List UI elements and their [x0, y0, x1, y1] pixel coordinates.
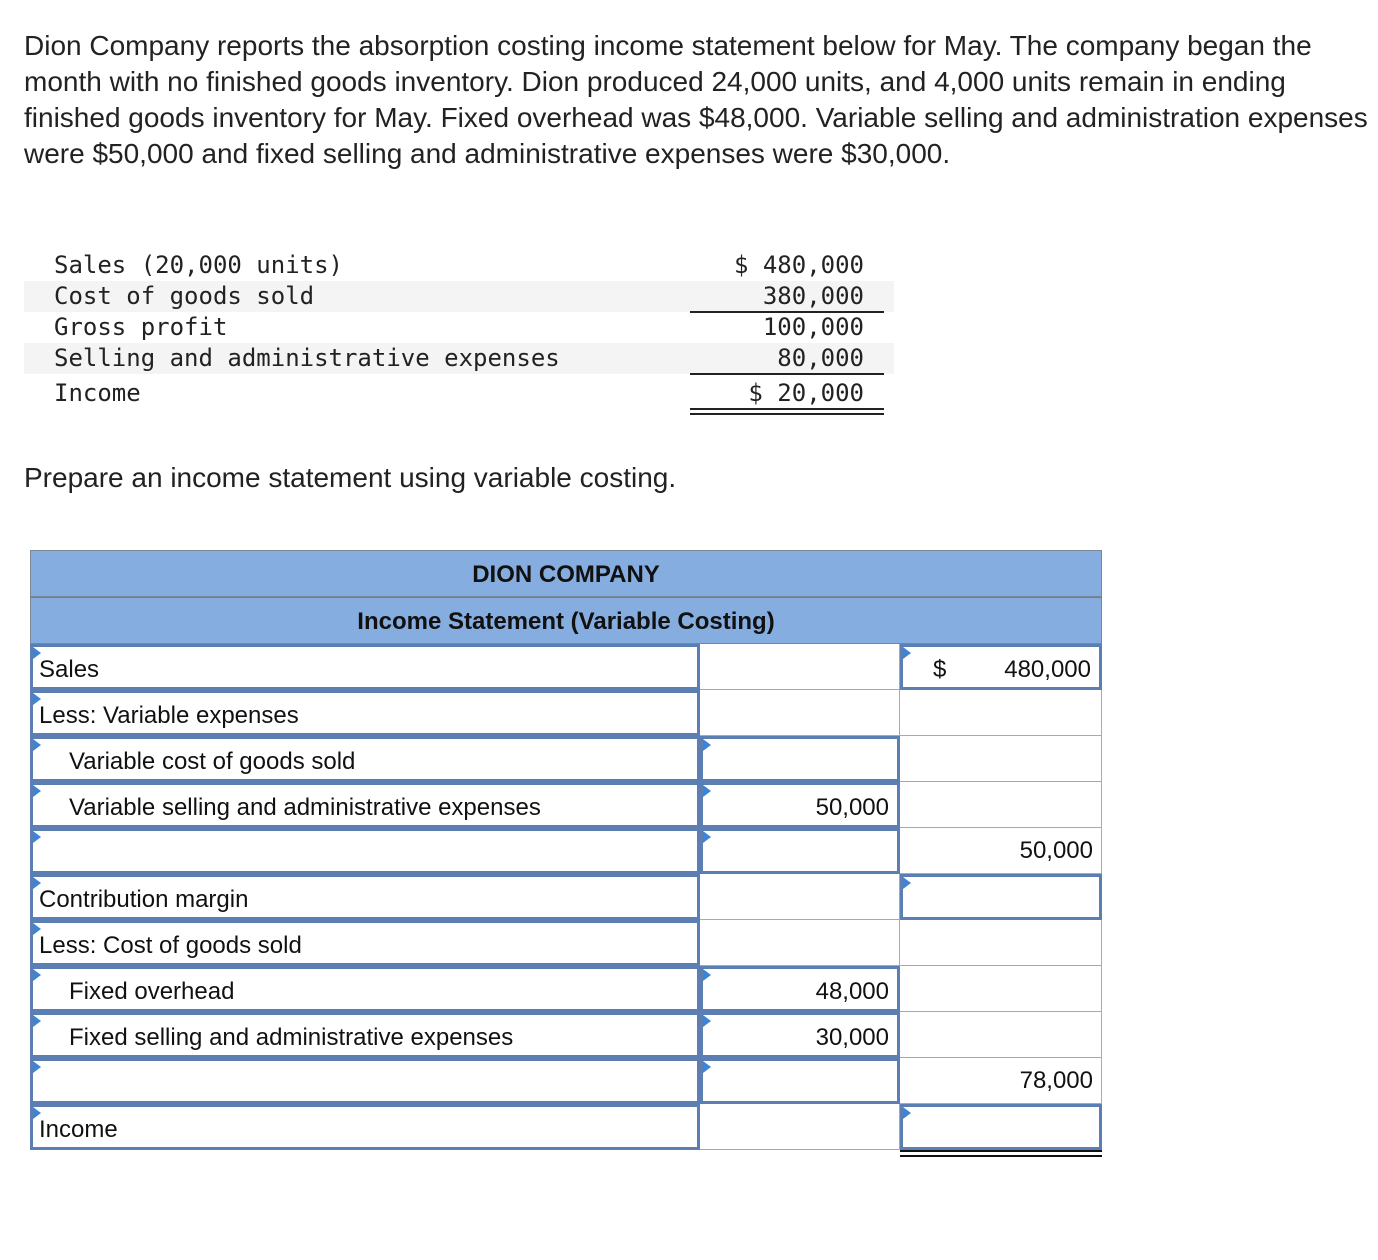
absorb-amount: $ 20,000: [748, 379, 864, 407]
absorb-row-cogs: [24, 281, 894, 312]
double-underline: [900, 1150, 1102, 1157]
amount-input-income[interactable]: [900, 1104, 1102, 1150]
variable-costing-worksheet: [30, 550, 1102, 1156]
amount-input-variable-sga[interactable]: 50,000: [700, 782, 900, 828]
label-dropdown-blank[interactable]: [30, 828, 700, 874]
dropdown-indicator-icon: [903, 877, 911, 889]
dropdown-indicator-icon: [33, 1061, 41, 1073]
dropdown-indicator-icon: [903, 647, 911, 659]
dropdown-indicator-icon: [703, 831, 711, 843]
amount-input-sales[interactable]: $ 480,000: [900, 644, 1102, 690]
table-row: [30, 1104, 1102, 1150]
dollar-sign: $: [933, 656, 947, 683]
table-row: [30, 828, 1102, 874]
absorb-label: Selling and administrative expenses: [54, 344, 560, 372]
dropdown-indicator-icon: [703, 969, 711, 981]
table-row: [30, 920, 1102, 966]
label-dropdown-less-cogs[interactable]: Less: Cost of goods sold: [30, 920, 700, 966]
total-underline-row: [30, 1150, 1102, 1156]
total-fixed-expenses: 78,000: [900, 1058, 1102, 1104]
amount-input-variable-cogs[interactable]: [700, 736, 900, 782]
amount-input-blank[interactable]: [700, 828, 900, 874]
amount-cell: [700, 644, 900, 690]
table-row: [30, 644, 1102, 690]
dropdown-indicator-icon: [33, 785, 41, 797]
absorb-row-sales: [24, 250, 894, 281]
amount-cell: [900, 1012, 1102, 1058]
label-dropdown-fixed-sga[interactable]: Fixed selling and administrative expenses: [30, 1012, 700, 1058]
label-dropdown-less-variable[interactable]: Less: Variable expenses: [30, 690, 700, 736]
amount-input-fixed-sga[interactable]: 30,000: [700, 1012, 900, 1058]
instruction-text: Prepare an income statement using variable costing.: [24, 462, 677, 493]
amount-cell: [900, 966, 1102, 1012]
label-dropdown-contribution-margin[interactable]: Contribution margin: [30, 874, 700, 920]
table-row: [30, 1012, 1102, 1058]
worksheet-grid: [30, 644, 1102, 1156]
table-row: [30, 1058, 1102, 1104]
dropdown-indicator-icon: [703, 785, 711, 797]
absorb-label: Cost of goods sold: [54, 282, 315, 310]
dropdown-indicator-icon: [703, 1061, 711, 1073]
amount-cell: [900, 690, 1102, 736]
label-dropdown-blank-2[interactable]: [30, 1058, 700, 1104]
dropdown-indicator-icon: [903, 1107, 911, 1119]
amount-input-contribution-margin[interactable]: [900, 874, 1102, 920]
label-dropdown-sales[interactable]: Sales: [30, 644, 700, 690]
label-dropdown-variable-cogs[interactable]: Variable cost of goods sold: [30, 736, 700, 782]
amount-cell: [700, 920, 900, 966]
table-row: [30, 690, 1102, 736]
table-row: [30, 736, 1102, 782]
absorb-label: Income: [54, 379, 141, 407]
label-dropdown-variable-sga[interactable]: Variable selling and administrative expenses: [30, 782, 700, 828]
table-row: [30, 966, 1102, 1012]
absorb-row-gross-profit: [24, 312, 894, 343]
dropdown-indicator-icon: [33, 739, 41, 751]
dropdown-indicator-icon: [703, 739, 711, 751]
absorb-row-sga: [24, 343, 894, 374]
table-row: [30, 874, 1102, 920]
label-dropdown-income[interactable]: Income: [30, 1104, 700, 1150]
absorption-income-statement: [24, 250, 894, 412]
problem-statement: Dion Company reports the absorption costing income statement below for May. The company began the month with no finished goods inventory. Dion produced 24,000 units, and 4,000 units remain in ending finished goods inventory for May. Fixed overhead was $48,000. Variable selling and administration expenses were $50,000 and fixed selling and administrative expenses were $30,000.: [24, 30, 1368, 169]
amount-cell: [900, 782, 1102, 828]
amount-cell: [700, 874, 900, 920]
dropdown-indicator-icon: [33, 831, 41, 843]
absorb-row-income: [24, 374, 894, 412]
absorb-amount: 100,000: [762, 313, 864, 341]
amount-cell: [900, 736, 1102, 782]
absorb-amount: 380,000: [762, 282, 864, 310]
absorb-amount: 80,000: [777, 344, 864, 372]
amount-cell: [700, 1104, 900, 1150]
dropdown-indicator-icon: [33, 1015, 41, 1027]
company-name: DION COMPANY: [30, 550, 1102, 597]
amount-input-blank-2[interactable]: [700, 1058, 900, 1104]
absorb-label: Sales (20,000 units): [54, 251, 343, 279]
label-dropdown-fixed-overhead[interactable]: Fixed overhead: [30, 966, 700, 1012]
dropdown-indicator-icon: [33, 969, 41, 981]
amount-input-fixed-overhead[interactable]: 48,000: [700, 966, 900, 1012]
absorb-label: Gross profit: [54, 313, 228, 341]
total-variable-expenses: 50,000: [900, 828, 1102, 874]
amount-cell: [900, 920, 1102, 966]
absorb-amount: $ 480,000: [733, 251, 864, 279]
double-underline: [690, 408, 884, 415]
statement-title: Income Statement (Variable Costing): [30, 597, 1102, 644]
amount-cell: [700, 690, 900, 736]
table-row: [30, 782, 1102, 828]
dropdown-indicator-icon: [703, 1015, 711, 1027]
